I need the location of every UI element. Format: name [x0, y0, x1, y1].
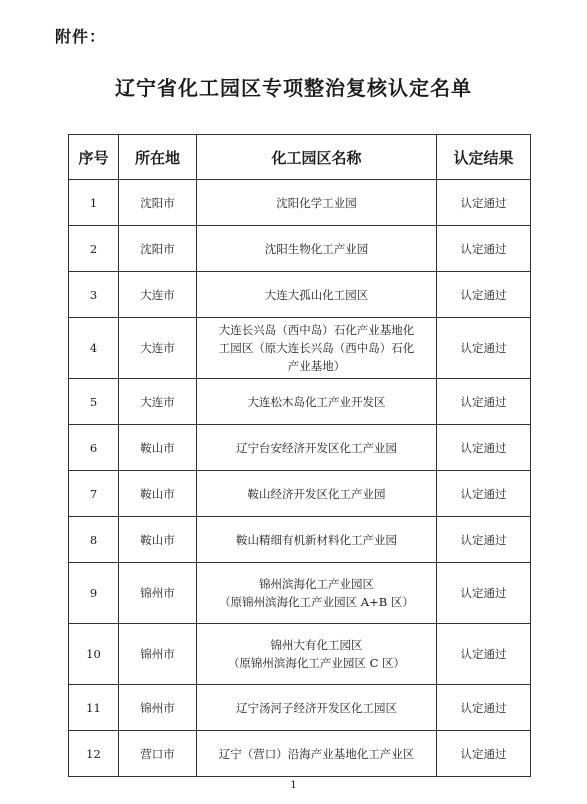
header-location: 所在地 [119, 135, 197, 180]
row-park-name [197, 318, 437, 379]
header-park-name: 化工园区名称 [197, 135, 437, 180]
row-park-name [197, 272, 437, 318]
park-name-line: 辽宁台安经济开发区化工产业园 [236, 440, 397, 455]
row-park-name [197, 471, 437, 517]
row-index: 10 [69, 624, 119, 685]
table-row [69, 731, 531, 777]
header-result: 认定结果 [437, 135, 531, 180]
row-park-name [197, 685, 437, 731]
row-park-name [197, 425, 437, 471]
row-index: 11 [69, 685, 119, 731]
row-index: 7 [69, 471, 119, 517]
row-location: 大连市 [119, 318, 197, 379]
row-location: 沈阳市 [119, 226, 197, 272]
table-body [69, 180, 531, 777]
row-index: 1 [69, 180, 119, 226]
row-result: 认定通过 [437, 272, 531, 318]
row-result: 认定通过 [437, 379, 531, 425]
row-location: 锦州市 [119, 624, 197, 685]
row-result: 认定通过 [437, 685, 531, 731]
header-index: 序号 [69, 135, 119, 180]
row-location: 鞍山市 [119, 517, 197, 563]
table-row [69, 180, 531, 226]
row-park-name [197, 180, 437, 226]
park-name-line: 鞍山精细有机新材料化工产业园 [236, 532, 397, 547]
row-location: 鞍山市 [119, 471, 197, 517]
row-index: 2 [69, 226, 119, 272]
row-index: 4 [69, 318, 119, 379]
row-park-name [197, 563, 437, 624]
row-park-name [197, 517, 437, 563]
park-name-line: 辽宁（营口）沿海产业基地化工产业区 [218, 746, 415, 761]
row-location: 大连市 [119, 379, 197, 425]
row-location: 鞍山市 [119, 425, 197, 471]
park-name-line: （原锦州滨海化工产业园区 A+B 区） [219, 595, 414, 609]
table-row [69, 318, 531, 379]
attachment-label: 附件： [55, 27, 107, 46]
table-row [69, 563, 531, 624]
row-park-name [197, 226, 437, 272]
park-name-line: 锦州滨海化工产业园区 [259, 577, 374, 591]
park-name-line: 沈阳生物化工产业园 [264, 241, 369, 256]
row-location: 大连市 [119, 272, 197, 318]
park-name-line: 大连松木岛化工产业开发区 [247, 394, 386, 409]
park-name-line: 大连大孤山化工园区 [264, 287, 369, 302]
row-location: 沈阳市 [119, 180, 197, 226]
row-result: 认定通过 [437, 425, 531, 471]
row-index: 9 [69, 563, 119, 624]
row-result: 认定通过 [437, 624, 531, 685]
row-index: 6 [69, 425, 119, 471]
row-index: 8 [69, 517, 119, 563]
row-index: 3 [69, 272, 119, 318]
row-location: 营口市 [119, 731, 197, 777]
row-park-name [197, 379, 437, 425]
row-result: 认定通过 [437, 563, 531, 624]
table-header-row [69, 135, 531, 180]
table-row [69, 272, 531, 318]
table-row [69, 379, 531, 425]
park-list-table [68, 134, 531, 777]
row-result: 认定通过 [437, 226, 531, 272]
page-number: 1 [290, 780, 297, 791]
row-index: 12 [69, 731, 119, 777]
park-name-line: 工园区（原大连长兴岛（西中岛）石化 [218, 341, 415, 355]
table-row [69, 517, 531, 563]
row-park-name [197, 731, 437, 777]
row-result: 认定通过 [437, 471, 531, 517]
row-result: 认定通过 [437, 517, 531, 563]
row-result: 认定通过 [437, 318, 531, 379]
park-name-line: 产业基地） [287, 359, 346, 373]
park-name-line: 大连长兴岛（西中岛）石化产业基地化 [218, 323, 415, 337]
row-location: 锦州市 [119, 685, 197, 731]
row-index: 5 [69, 379, 119, 425]
row-result: 认定通过 [437, 731, 531, 777]
table-row [69, 425, 531, 471]
row-park-name [197, 624, 437, 685]
table-row [69, 624, 531, 685]
table-row [69, 471, 531, 517]
park-name-line: 沈阳化学工业园 [276, 195, 357, 210]
park-name-line: 锦州大有化工园区 [270, 638, 363, 652]
row-result: 认定通过 [437, 180, 531, 226]
row-location: 锦州市 [119, 563, 197, 624]
park-name-line: （原锦州滨海化工产业园区 C 区） [227, 656, 406, 670]
table-row [69, 226, 531, 272]
park-name-line: 鞍山经济开发区化工产业园 [247, 486, 386, 501]
table-row [69, 685, 531, 731]
document-title: 辽宁省化工园区专项整治复核认定名单 [115, 76, 472, 100]
park-name-line: 辽宁汤河子经济开发区化工园区 [236, 700, 397, 715]
